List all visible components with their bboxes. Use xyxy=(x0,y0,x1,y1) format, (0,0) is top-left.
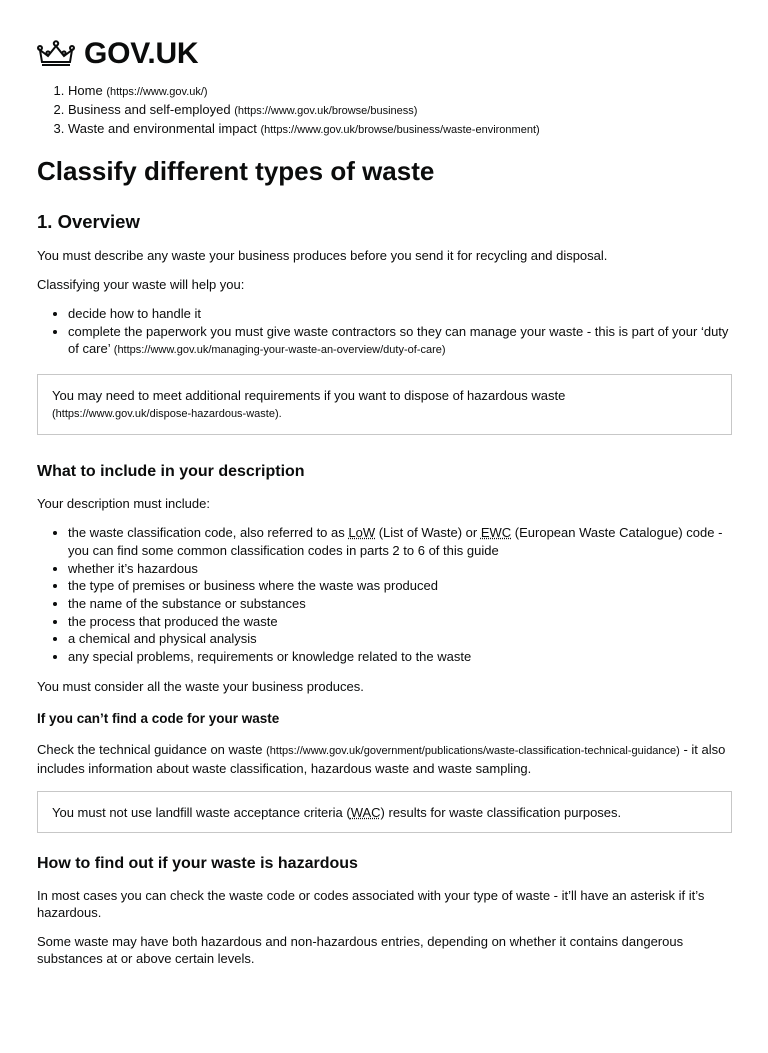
callout-wac xyxy=(37,791,732,833)
list-item: • a chemical and physical analysis xyxy=(68,630,732,648)
crown-icon xyxy=(37,40,75,68)
description-outro: You must consider all the waste your business produces. xyxy=(37,678,364,694)
abbr-ewc: EWC xyxy=(480,525,512,541)
list-item: • the process that produced the waste xyxy=(68,613,732,631)
breadcrumb-url: (https://www.gov.uk/browse/business) xyxy=(234,105,418,117)
text-fragment: You must not use landfill waste acceptance criteria ( xyxy=(52,804,351,820)
abbr-low: LoW xyxy=(348,525,376,541)
callout-text-wrap xyxy=(52,387,717,423)
no-code-heading: If you can’t find a code for your waste xyxy=(37,710,280,726)
list-item: • whether it’s hazardous xyxy=(68,560,732,578)
breadcrumb-item-home[interactable] xyxy=(68,82,732,101)
overview-paragraph: Classifying your waste will help you: xyxy=(37,277,245,292)
list-item: • the name of the substance or substances xyxy=(68,595,732,613)
list-item: • any special problems, requirements or knowledge related to the waste xyxy=(68,648,732,666)
callout-text xyxy=(52,804,717,821)
text-fragment: ) results for waste classification purposes. xyxy=(380,804,622,820)
description-list xyxy=(37,524,732,666)
overview-heading: 1. Overview xyxy=(37,211,140,232)
breadcrumb xyxy=(37,82,732,139)
breadcrumb-label[interactable]: Waste and environmental impact xyxy=(68,121,257,136)
callout-hazardous xyxy=(37,374,732,435)
hazardous-heading: How to find out if your waste is hazardous xyxy=(37,854,358,872)
hazardous-paragraph: In most cases you can check the waste code or codes associated with your type of waste - it’ll have an asterisk if it’s hazardous. xyxy=(37,887,705,920)
link-url: (https://www.gov.uk/government/publications/waste-classification-technical-guidance) xyxy=(266,744,680,757)
description-heading: What to include in your description xyxy=(37,463,305,481)
govuk-logo-text[interactable]: GOV.UK xyxy=(84,37,199,70)
overview-paragraph: You must describe any waste your business produces before you send it for recycling and disposal. xyxy=(37,248,608,263)
text-fragment: (List of Waste) or xyxy=(375,525,481,541)
text-fragment: (European Waste Catalogue) code - you can find some common classification codes in parts 2 to 6 of this guide xyxy=(68,525,723,558)
abbr-wac: WAC xyxy=(350,804,381,820)
list-item: • the type of premises or business where the waste was produced xyxy=(68,577,732,595)
breadcrumb-item-waste[interactable] xyxy=(68,120,732,139)
no-code-paragraph xyxy=(37,741,732,777)
guidance-link-text[interactable]: Check the technical guidance on waste xyxy=(37,741,263,757)
overview-list xyxy=(37,305,732,360)
page xyxy=(0,29,768,967)
breadcrumb-url: (https://www.gov.uk/browse/business/waste-environment) xyxy=(260,124,540,136)
link-url: (https://www.gov.uk/managing-your-waste-an-overview/duty-of-care) xyxy=(113,344,446,357)
callout-text[interactable]: You may need to meet additional requirements if you want to dispose of hazardous waste xyxy=(52,388,566,404)
hazardous-paragraph: Some waste may have both hazardous and non-hazardous entries, depending on whether it contains dangerous substances at or above certain levels. xyxy=(37,933,684,966)
text-fragment: the waste classification code, also referred to as xyxy=(68,525,349,541)
breadcrumb-item-business[interactable] xyxy=(68,101,732,120)
description-intro: Your description must include: xyxy=(37,496,210,512)
breadcrumb-url: (https://www.gov.uk/) xyxy=(106,86,208,98)
list-item xyxy=(68,524,732,559)
header xyxy=(37,29,732,79)
list-item xyxy=(68,323,732,360)
text-fragment: - it also includes information about waste classification, hazardous waste and waste sampling. xyxy=(37,741,726,776)
breadcrumb-label[interactable]: Home xyxy=(68,83,103,98)
link-url: (https://www.gov.uk/dispose-hazardous-waste). xyxy=(52,408,282,421)
breadcrumb-label[interactable]: Business and self-employed xyxy=(68,102,231,117)
page-title: Classify different types of waste xyxy=(37,156,435,186)
list-item: • decide how to handle it xyxy=(68,305,732,323)
list-item-text[interactable]: complete the paperwork you must give waste contractors so they can manage your waste - this is part of your ‘duty of care’ xyxy=(68,323,729,357)
